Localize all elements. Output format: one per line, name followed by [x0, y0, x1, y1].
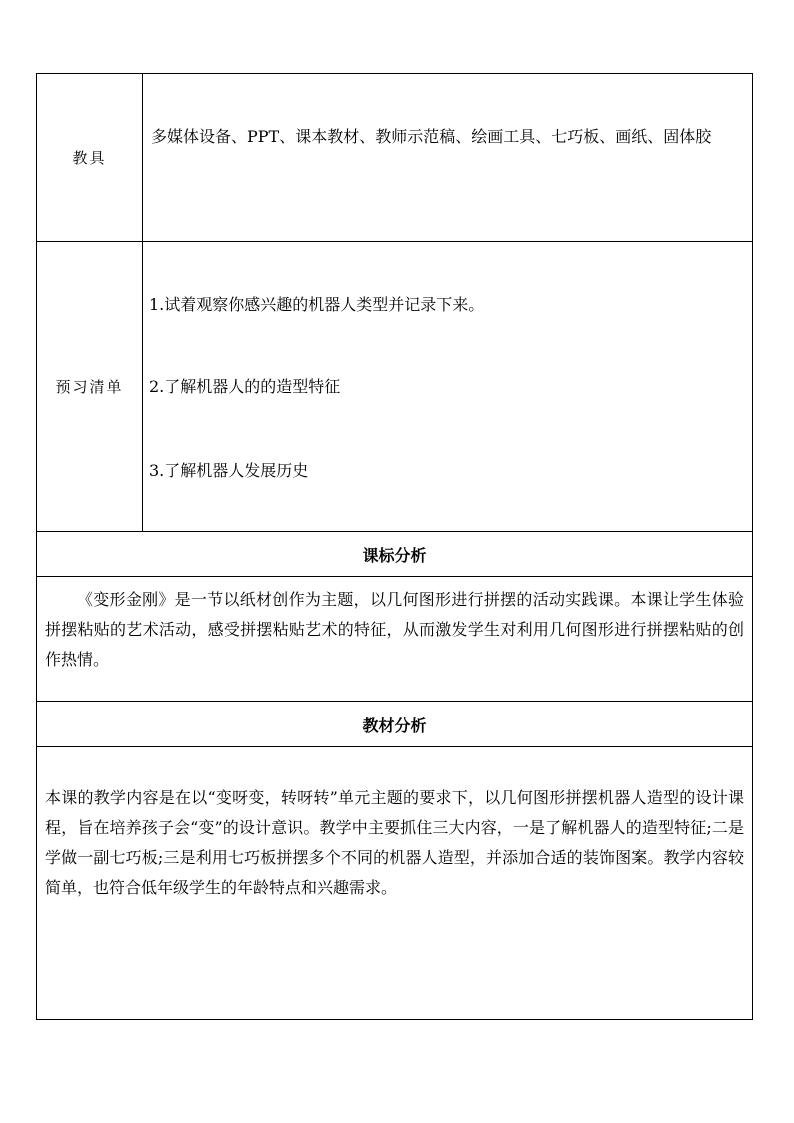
preview-list-label: 预习清单 [37, 242, 143, 531]
textbook-analysis-heading-row [37, 702, 752, 747]
preview-item-1: 1.试着观察你感兴趣的机器人类型并记录下来。 [149, 295, 485, 314]
teaching-aids-label: 教具 [37, 74, 143, 241]
curriculum-analysis-body-row [37, 577, 752, 702]
curriculum-analysis-heading: 课标分析 [362, 545, 427, 565]
textbook-analysis-text: 本课的教学内容是在以“变呀变，转呀转”单元主题的要求下，以几何图形拼摆机器人造型的设计课程，旨在培养孩子会“变”的设计意识。教学中主要抓住三大内容，一是了解机器人的造型特征;二是学做一副七巧板;三是利用七巧板拼摆多个不同的机器人造型，并添加合适的装饰图案。教学内容较简单，也符合低年级学生的年龄特点和兴趣需求。 [45, 788, 744, 897]
preview-list-row [37, 242, 752, 532]
textbook-analysis-heading: 教材分析 [362, 715, 427, 735]
lesson-plan-table [36, 73, 753, 1020]
teaching-aids-row [37, 74, 752, 242]
preview-list-cell [143, 242, 752, 531]
preview-item-2: 2.了解机器人的的造型特征 [149, 377, 341, 396]
preview-item-3: 3.了解机器人发展历史 [149, 461, 309, 480]
curriculum-analysis-text: 《变形金刚》是一节以纸材创作为主题，以几何图形进行拼摆的活动实践课。本课让学生体验拼摆粘贴的艺术活动，感受拼摆粘贴艺术的特征，从而激发学生对利用几何图形进行拼摆粘贴的创作热情。 [45, 590, 744, 669]
teaching-aids-cell [143, 74, 752, 241]
textbook-analysis-body-row [37, 747, 752, 1019]
curriculum-analysis-heading-row [37, 532, 752, 577]
teaching-aids-content: 多媒体设备、PPT、课本教材、教师示范稿、绘画工具、七巧板、画纸、固体胶 [151, 127, 712, 146]
